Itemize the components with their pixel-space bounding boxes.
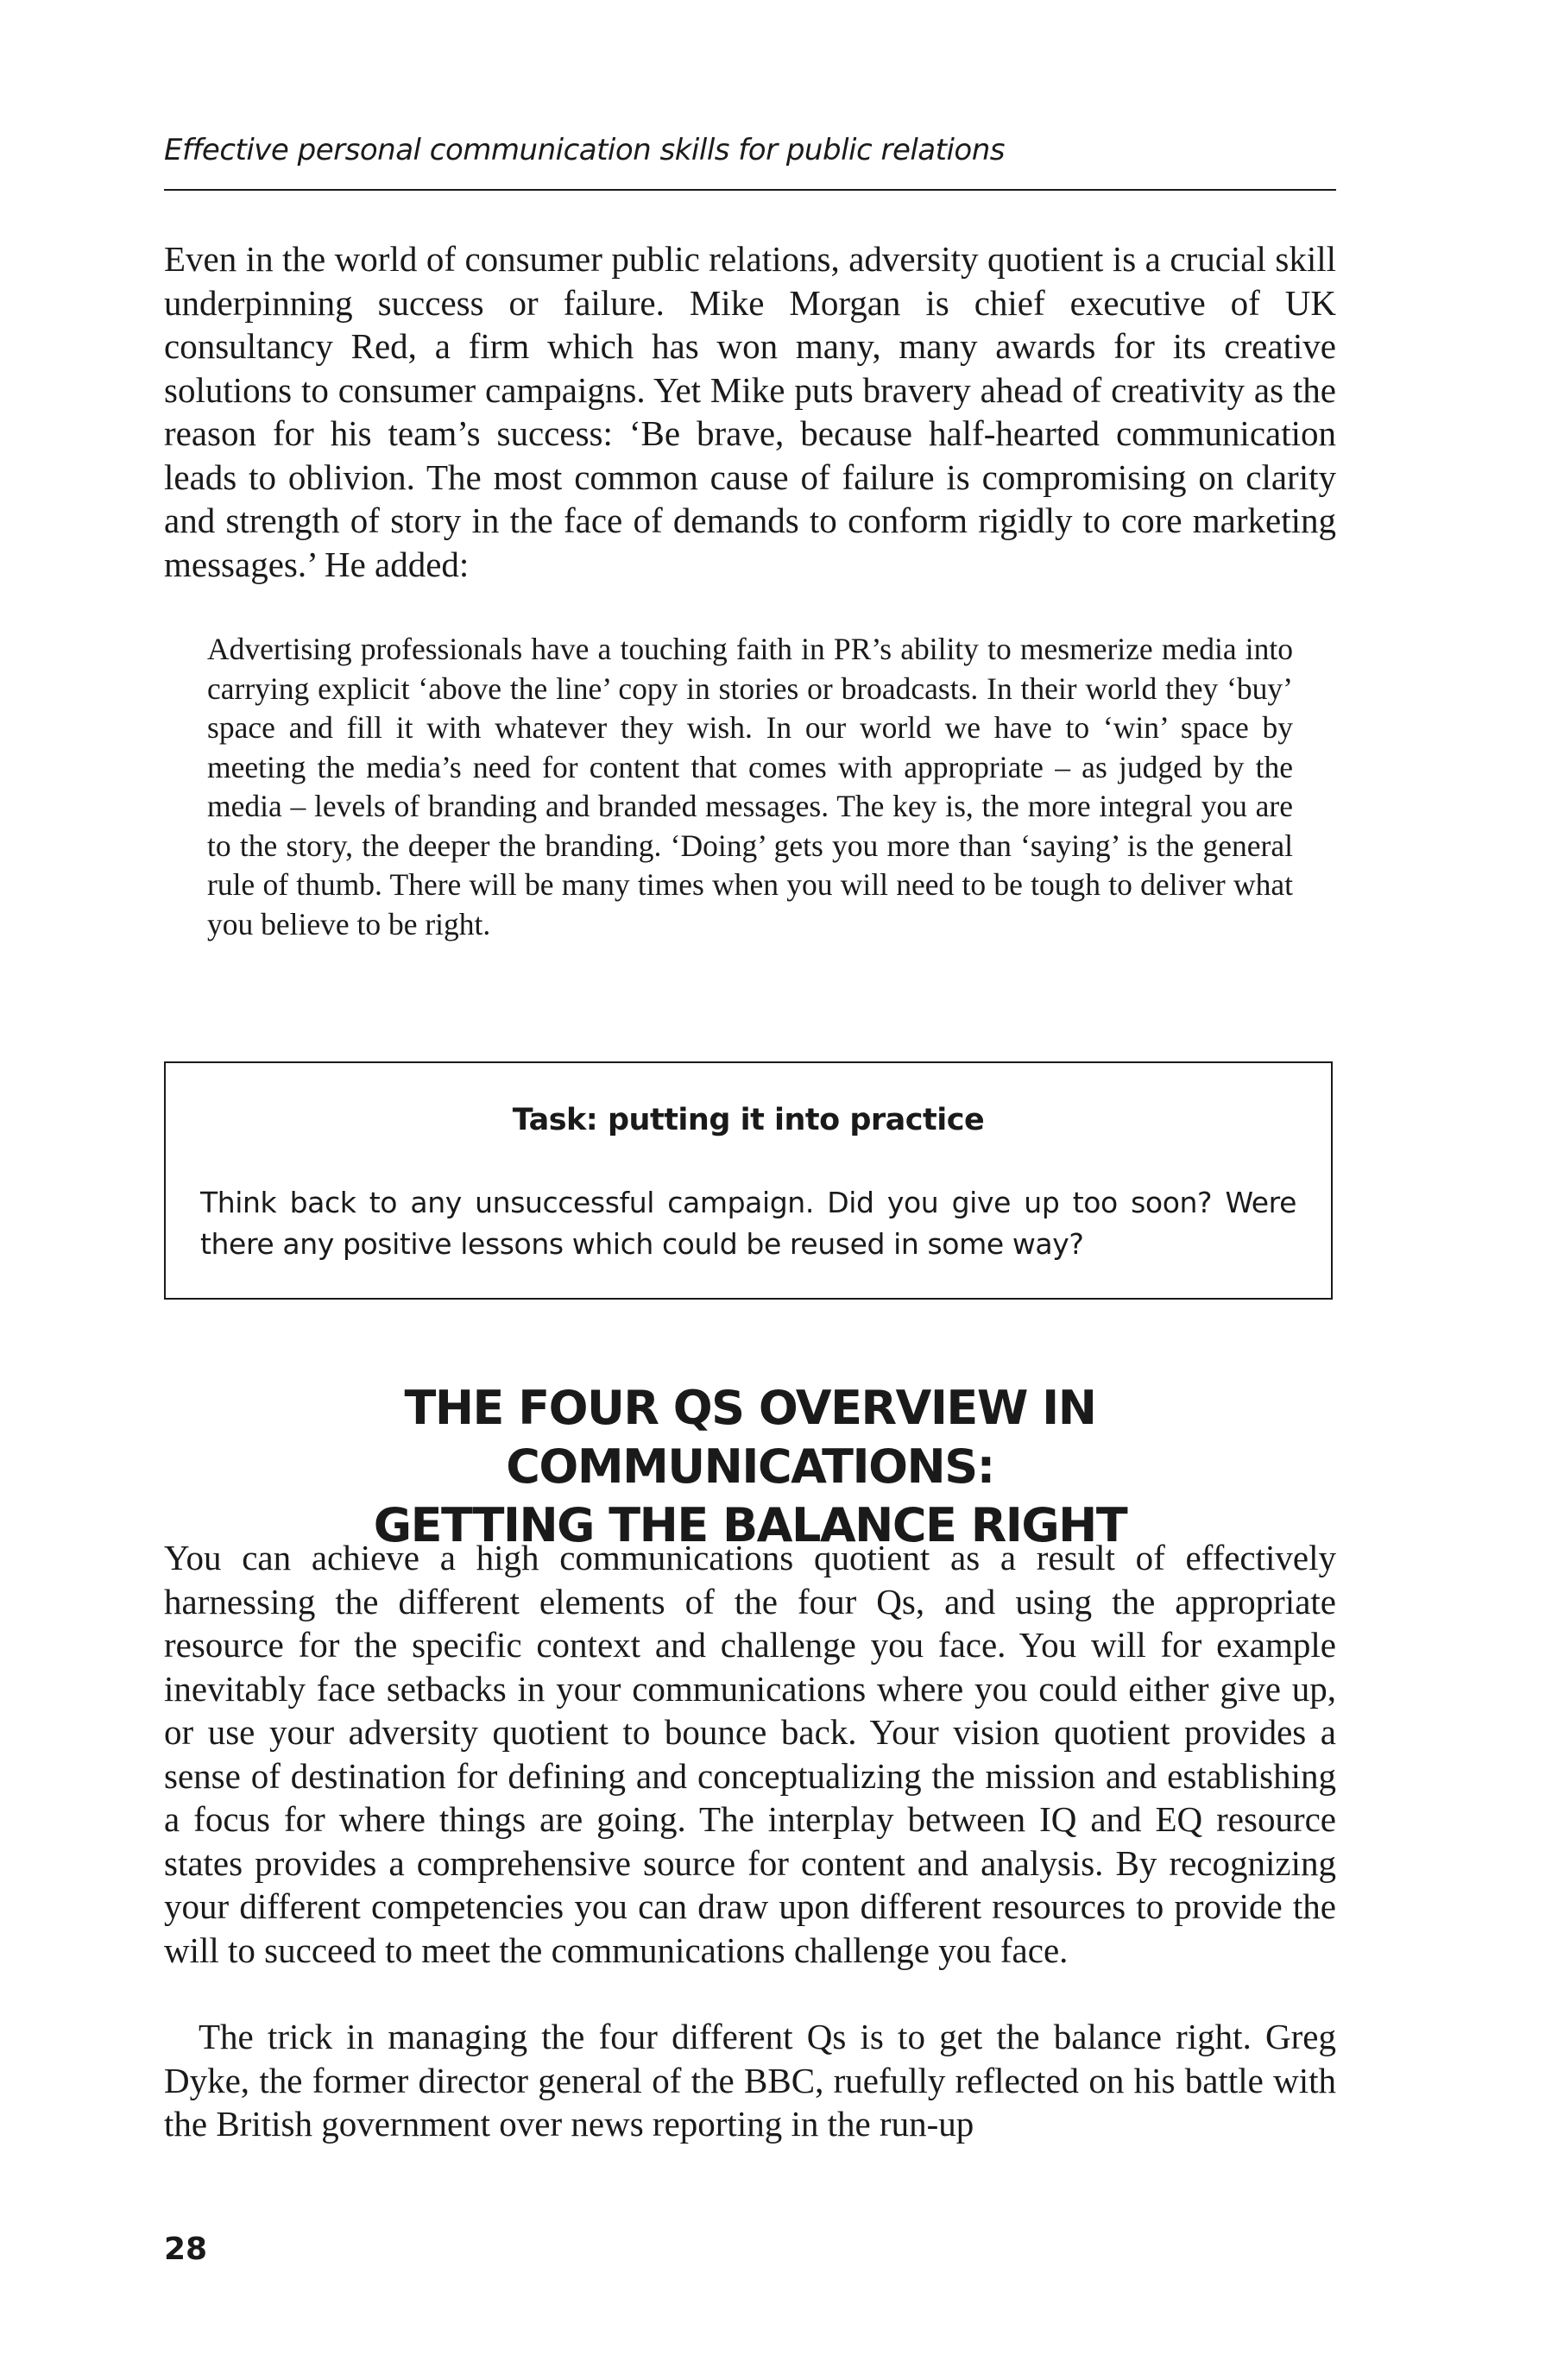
task-body: Think back to any unsuccessful campaign. Did you give up too soon? Were there any positive lessons which could be reused in some way? <box>200 1186 1296 1261</box>
section-heading-line-1: THE FOUR QS OVERVIEW IN COMMUNICATIONS: <box>404 1381 1096 1494</box>
header-rule <box>164 189 1336 191</box>
task-box <box>164 1061 1333 1300</box>
section-paragraph-1: You can achieve a high communications quotient as a result of effectively harnessing the different elements of the four Qs, and using the appropriate resource for the specific context and challenge you face. You will for example inevitably face setbacks in your communications where you could either give up, or use your adversity quotient to bounce back. Your vision quotient provides a sense of destination for defining and conceptualizing the mission and establishing a focus for where things are going. The interplay between IQ and EQ resource states provides a comprehensive source for content and analysis. By recognizing your different competencies you can draw upon different resources to provide the will to succeed to meet the communications challenge you face. <box>164 1538 1336 1970</box>
block-quote: Advertising professionals have a touching faith in PR’s ability to mesmerize media into carrying explicit ‘above the line’ copy in stories or broadcasts. In their world they ‘buy’ space and fill it with whatever they wish. In our world we have to ‘win’ space by meeting the media’s need for content that comes with appropriate – as judged by the media – levels of branding and branded messages. The key is, the more integral you are to the story, the deeper the branding. ‘Doing’ gets you more than ‘saying’ is the general rule of thumb. There will be many times when you will need to be tough to deliver what you believe to be right. <box>207 632 1293 941</box>
section-paragraph-2: The trick in managing the four different Qs is to get the balance right. Greg Dyke, the former director general of the BBC, ruefully reflected on his battle with the British government over news reporting in the run-up <box>164 2017 1336 2144</box>
section-heading <box>164 1379 1336 1555</box>
section-heading-line-2: GETTING THE BALANCE RIGHT <box>373 1498 1127 1552</box>
task-title: Task: putting it into practice <box>512 1103 985 1137</box>
intro-paragraph: Even in the world of consumer public relations, adversity quotient is a crucial skill underpinning success or failure. Mike Morgan is chief executive of UK consultancy Red, a firm which has won many, many awards for its creative solutions to consumer campaigns. Yet Mike puts bravery ahead of creativity as the reason for his team’s success: ‘Be brave, because half-hearted communication leads to oblivion. The most common cause of failure is compromising on clarity and strength of story in the face of demands to conform rigidly to core marketing messages.’ He added: <box>164 239 1336 584</box>
page-number: 28 <box>164 2232 208 2267</box>
running-header: Effective personal communication skills for public relations <box>164 133 1005 167</box>
